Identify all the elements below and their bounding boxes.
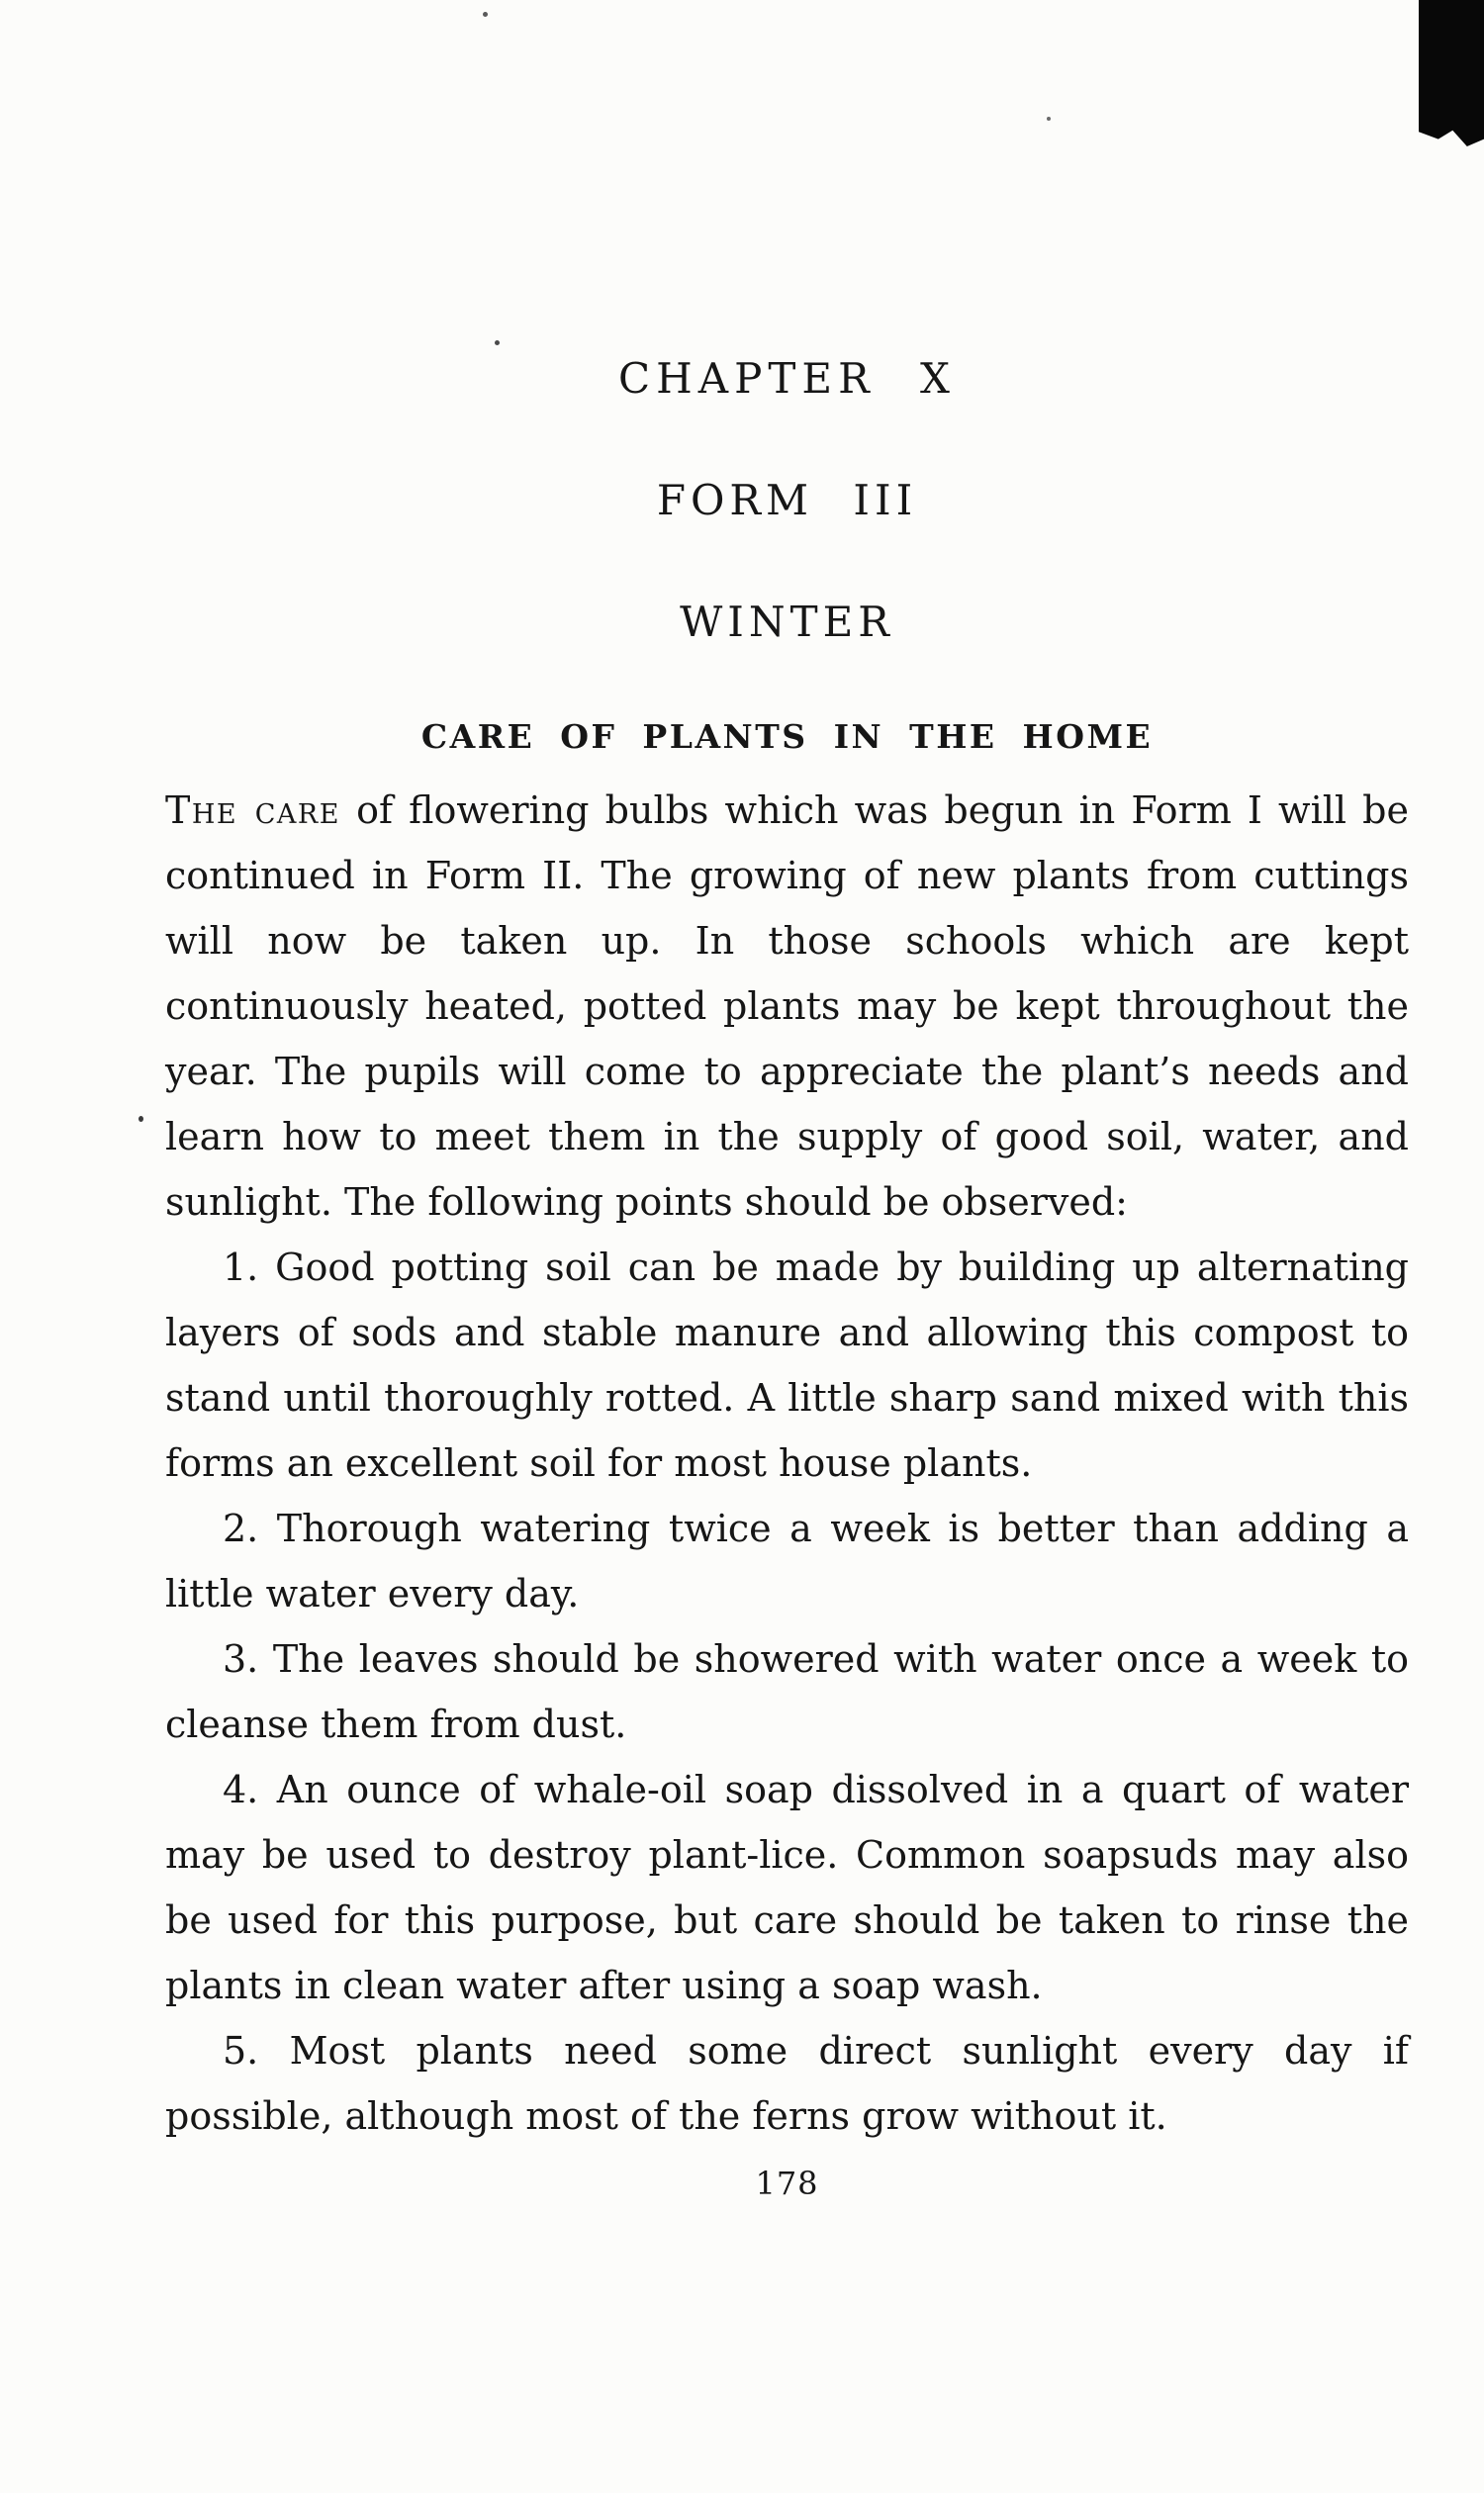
- intro-paragraph: [165, 778, 1409, 1235]
- scan-speck: [139, 1116, 143, 1122]
- intro-paragraph-text: of flowering bulbs which was begun in Form I will be continued in Form II. The growing of new plants from cuttings will now be taken up. In those schools which are kept continuously heated, potted plants may be kept throughout the year. The pupils will come to appreciate the plant’s needs and learn how to meet them in the supply of good soil, water, and sunlight. The following points should be observed:: [165, 788, 1409, 1224]
- scan-artifact-corner: [1419, 0, 1484, 146]
- intro-lead-smallcaps: The care: [165, 788, 340, 832]
- page-content: [165, 0, 1409, 2202]
- numbered-paragraph-2: 2. Thorough watering twice a week is better than adding a little water every day.: [165, 1507, 1409, 1616]
- section-heading: CARE OF PLANTS IN THE HOME: [420, 717, 1154, 756]
- form-heading: FORM III: [656, 476, 918, 524]
- chapter-heading: CHAPTER X: [618, 354, 956, 403]
- season-heading: WINTER: [680, 598, 894, 646]
- page-number: 178: [755, 2165, 819, 2202]
- body-text: [165, 778, 1409, 2149]
- numbered-paragraph-1: 1. Good potting soil can be made by building up alternating layers of sods and stable manure and allowing this compost to stand until thoroughly rotted. A little sharp sand mixed with this forms an excellent soil for most house plants.: [165, 1246, 1409, 1485]
- numbered-paragraph-5: 5. Most plants need some direct sunlight every day if possible, although most of the ferns grow without it.: [165, 2029, 1409, 2138]
- numbered-paragraph-4: 4. An ounce of whale-oil soap dissolved in a quart of water may be used to destroy plant-lice. Common soapsuds may also be used for this purpose, but care should be taken to rinse the plants in clean water after using a soap wash.: [165, 1768, 1409, 2007]
- numbered-paragraph-3: 3. The leaves should be showered with water once a week to cleanse them from dust.: [165, 1637, 1409, 1746]
